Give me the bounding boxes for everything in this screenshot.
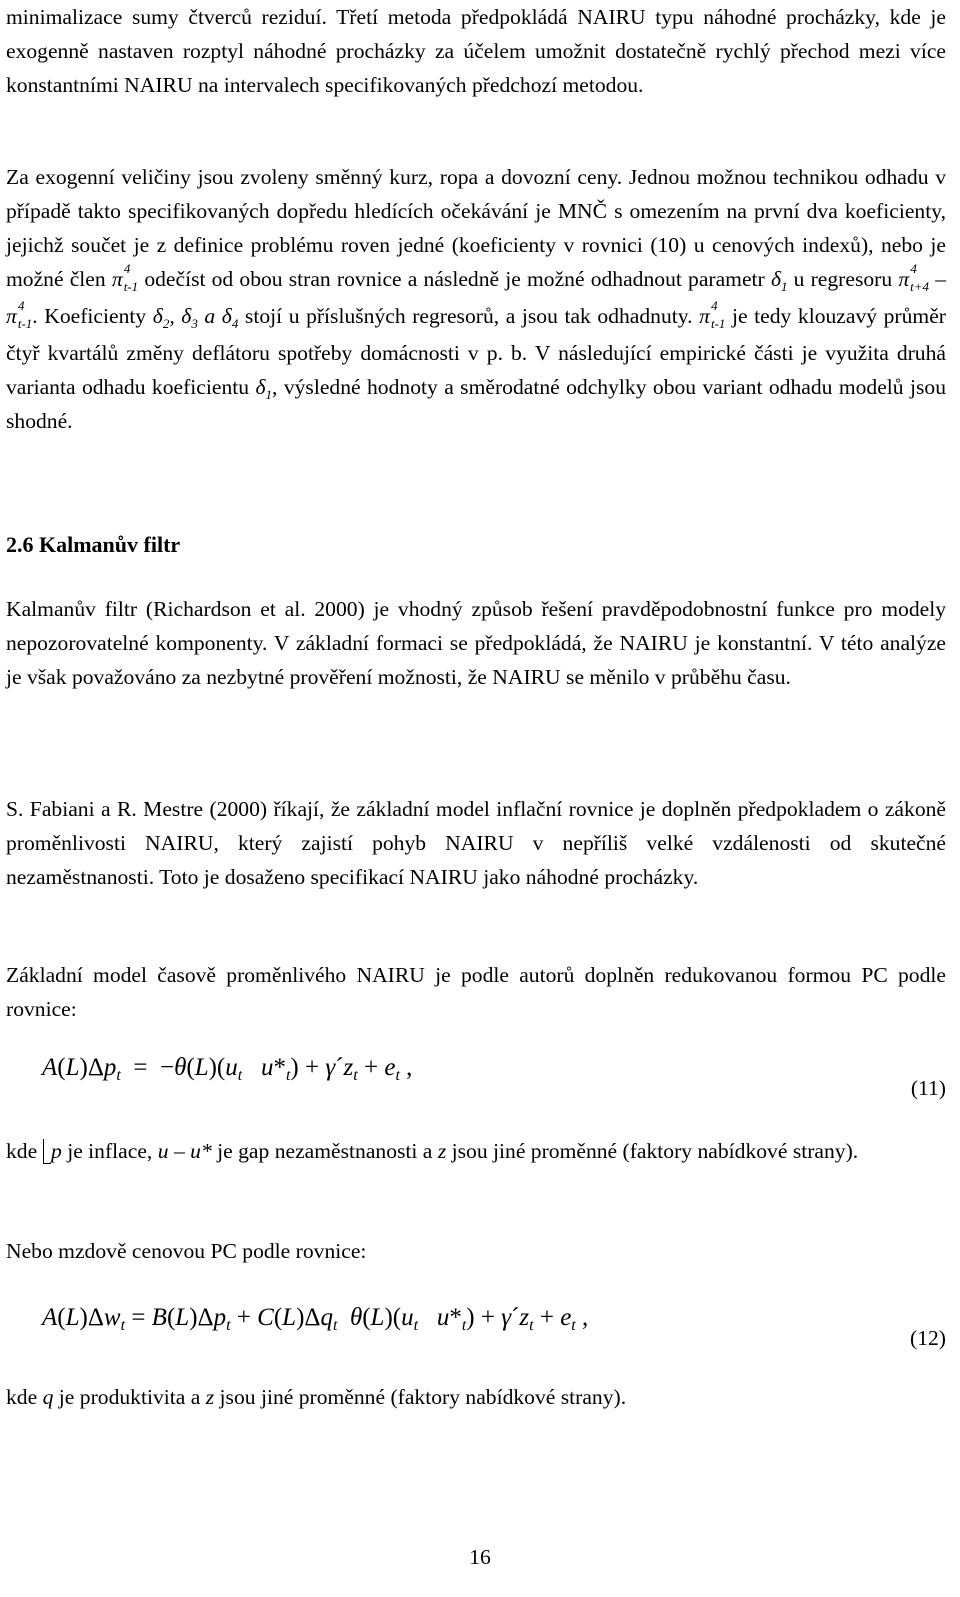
equation-12-number: (12) — [910, 1326, 946, 1350]
pi-symbol-2: π 4 $_{t+4}$ — [898, 261, 930, 294]
equation-11 — [6, 1050, 946, 1110]
paragraph-productivity-def: kde q je produktivita a z jsou jiné proměnné (faktory nabídkové strany). — [6, 1385, 627, 1409]
section-heading: 2.6 Kalmanův filtr — [6, 532, 181, 557]
pi-symbol-1: π 4 $_{t-1}$ — [111, 261, 139, 294]
pi-symbol-3: π 4 $_{t-1}$ — [6, 298, 33, 331]
paragraph-inflation-def: kde p je inflace, u – u* je gap nezaměstnanosti a z jsou jiné proměnné (faktory nabídkové strany). — [6, 1139, 859, 1163]
paragraph-kalman-intro: Kalmanův filtr (Richardson et al. 2000) je vhodný způsob řešení pravděpodobnostní funkce pro modely nepozorovatelné komponenty. V základní formaci se předpokládá, že NAIRU je konstantní. V této analýze je však považováno za nezbytné prověření možnosti, že NAIRU se měnilo v průběhu času. — [6, 597, 946, 689]
equation-12 — [6, 1300, 946, 1360]
paragraph-wage-pc: Nebo mzdově cenovou PC podle rovnice: — [6, 1239, 367, 1263]
equation-11-formula: $A(L)\Delta p_t = -\theta(L)(u_t$ $u*_t$) + $\gamma´z_t + e_t$ , — [42, 1054, 413, 1084]
paragraph-basic-model: Základní model časově proměnlivého NAIRU je podle autorů doplněn redukovanou formou PC podle rovnice: — [6, 963, 946, 1021]
paragraph-nairu-methods: minimalizace sumy čtverců reziduí. Třetí metoda předpokládá NAIRU typu náhodné procházky, kde je exogenně nastaven rozptyl náhodné procházky za účelem umožnit dostatečně rychlý přechod mezi více konstantními NAIRU na intervalech specifikovaných předchozí metodou. — [6, 5, 946, 97]
paragraph-exogenous-variables: Za exogenní veličiny jsou zvoleny směnný kurz, ropa a dovozní ceny. Jednou možnou technikou odhadu v případě takto specifikovaných dopředu hledících očekávání je MNČ s omezením na první dva koeficienty, jejichž součet je z definice problému roven jedné (koeficienty v rovnici (10) u cenových indexů), nebo je možné člen π 4 $_{t-1}$ odečíst od obou stran rovnice a následně je možné odhadnout parametr $\delta_1$ u regresoru π 4 $_{t+4}$ – π 4 $_{t-1}$. Koeficienty $\delta_2$, $\delta_3$ a $\delta_4$ stojí u příslušných regresorů, a jsou tak odhadnuty. π 4 $_{t-1}$ je tedy klouzavý průměr čtyř kvartálů změny deflátoru spotřeby domácnosti v p. b. V následující empirické části je využita druhá varianta odhadu koeficientu $\delta_1$, výsledné hodnoty a směrodatné odchylky obou variant odhadu modelů jsou shodné. — [6, 165, 947, 433]
pi-symbol-4: π 4 $_{t-1}$ — [699, 298, 726, 331]
page-number: 16 — [469, 1545, 491, 1569]
paragraph-fabiani-mestre: S. Fabiani a R. Mestre (2000) říkají, že základní model inflační rovnice je doplněn předpokladem o zákoně proměnlivosti NAIRU, který zajistí pohyb NAIRU v nepříliš velké vzdálenosti od skutečné nezaměstnanosti. Toto je dosaženo specifikací NAIRU jako náhodné procházky. — [6, 797, 946, 889]
equation-11-number: (11) — [910, 1076, 946, 1100]
equation-12-formula: $A(L)\Delta w_t = B(L)\Delta p_t + C(L)\Delta q_t$ $\theta(L)(u_t$ $u*_t$) + $\gamma´z_t + e_t$ , — [42, 1304, 589, 1334]
